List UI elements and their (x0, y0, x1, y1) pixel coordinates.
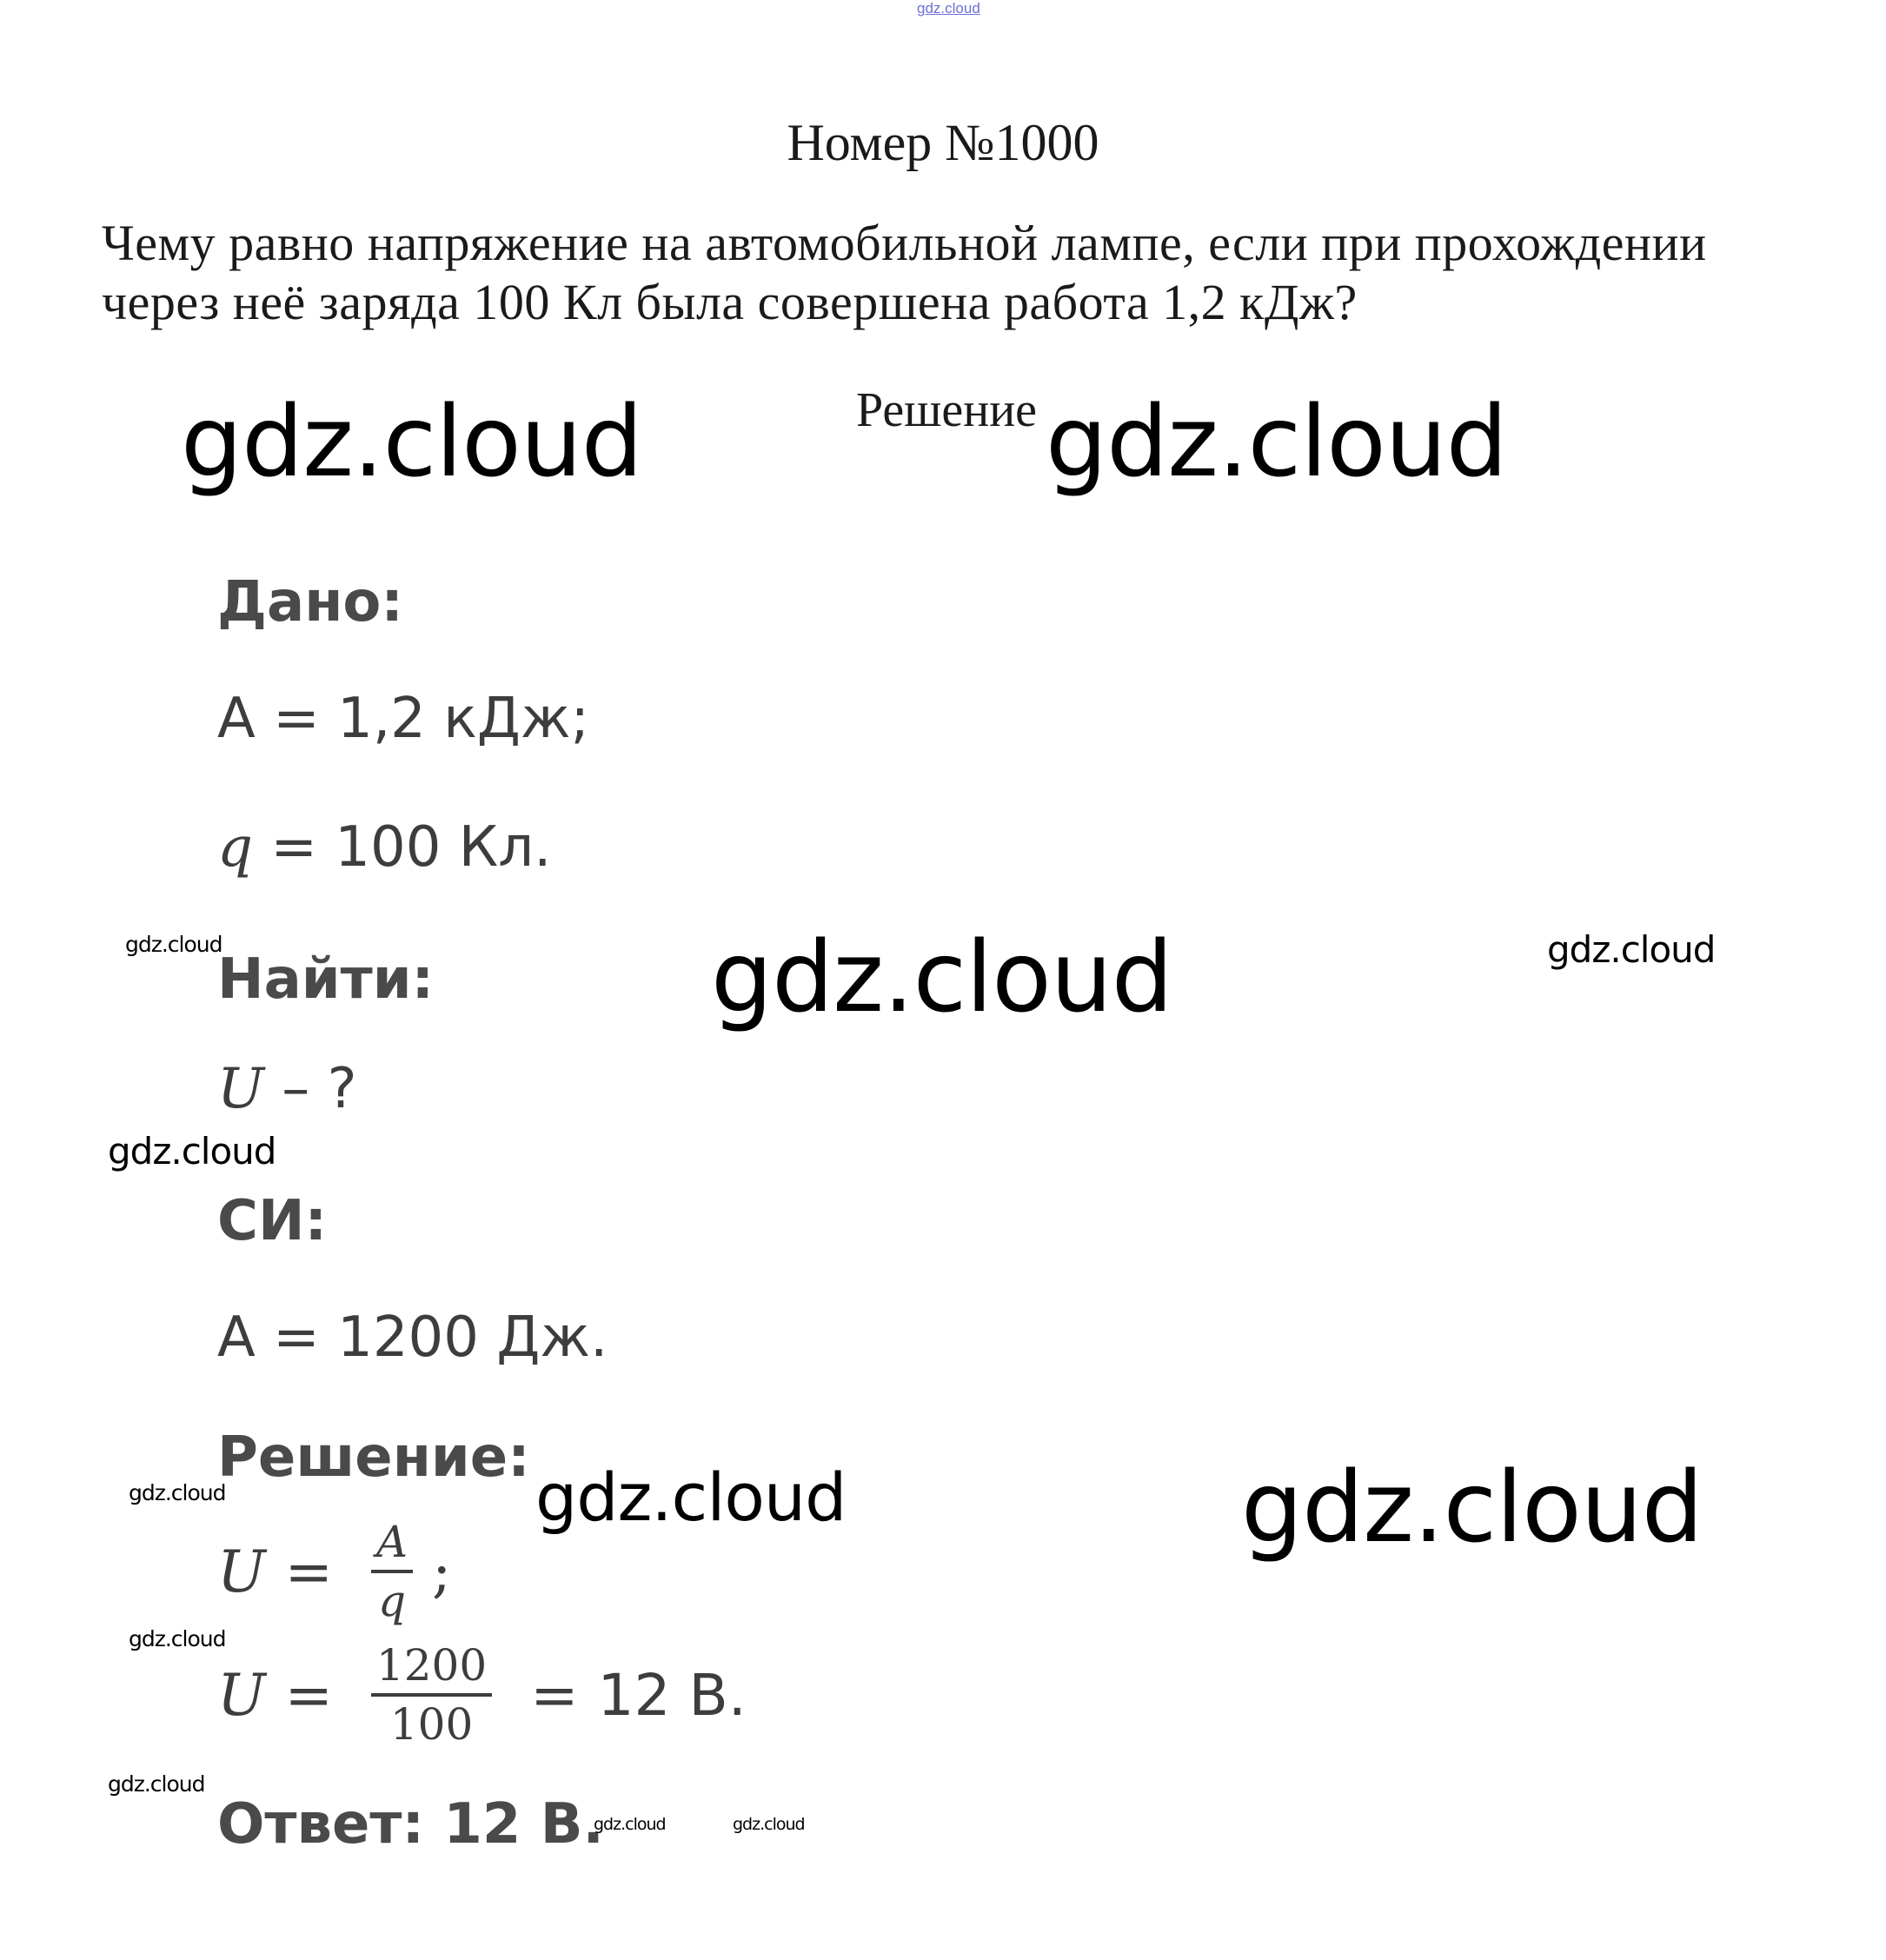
voltage-variable: U (217, 1057, 264, 1121)
solution-heading: Решение (856, 383, 1038, 437)
formula2-equals-2: = (530, 1661, 579, 1729)
task-text-line-1: Чему равно напряжение на автомобильной лампе, если при прохождении (102, 215, 1707, 271)
watermark: gdz.cloud (733, 1815, 805, 1834)
given-charge (217, 815, 551, 880)
watermark: gdz.cloud (1241, 1452, 1703, 1565)
watermark: gdz.cloud (129, 1626, 226, 1651)
formula1-equals: = (284, 1538, 333, 1605)
formula2-result: 12 В. (597, 1661, 747, 1729)
formula1-lhs: U (217, 1538, 266, 1605)
answer: Ответ: 12 В. (217, 1792, 604, 1857)
formula2-fraction (371, 1641, 492, 1749)
solution-label: Решение: (217, 1425, 530, 1490)
formula1-denominator: q (377, 1576, 406, 1626)
watermark: gdz.cloud (125, 932, 222, 957)
fraction-bar (371, 1693, 492, 1697)
page-title: Номер №1000 (787, 114, 1099, 171)
find-question: – ? (263, 1057, 357, 1121)
formula1-numerator: A (375, 1517, 408, 1567)
watermark: gdz.cloud (181, 386, 642, 499)
task-text-line-2: через неё заряда 100 Кл была совершена работа 1,2 кДж? (102, 274, 1358, 330)
given-work: A = 1,2 кДж; (217, 687, 590, 751)
watermark: gdz.cloud (108, 1771, 205, 1797)
watermark: gdz.cloud (711, 921, 1172, 1034)
formula-general (217, 1518, 451, 1625)
find-label: Найти: (217, 947, 435, 1012)
find-quantity (217, 1057, 357, 1121)
formula-numeric (217, 1641, 747, 1749)
watermark: gdz.cloud (594, 1815, 666, 1834)
si-label: СИ: (217, 1189, 328, 1253)
given-label: Дано: (217, 570, 403, 635)
formula1-semicolon: ; (432, 1538, 452, 1605)
watermark: gdz.cloud (1547, 928, 1716, 971)
watermark: gdz.cloud (535, 1458, 847, 1536)
formula2-denominator: 100 (389, 1699, 474, 1750)
watermark: gdz.cloud (1046, 386, 1507, 499)
formula2-equals: = (284, 1661, 333, 1729)
watermark: gdz.cloud (108, 1130, 276, 1173)
formula1-fraction (371, 1518, 413, 1625)
formula2-lhs: U (217, 1661, 266, 1729)
formula2-numerator: 1200 (375, 1640, 488, 1691)
fraction-bar (371, 1570, 413, 1573)
si-work: A = 1200 Дж. (217, 1306, 608, 1370)
charge-value: = 100 Кл. (252, 815, 552, 880)
top-watermark-link[interactable]: gdz.cloud (917, 0, 980, 17)
watermark: gdz.cloud (129, 1480, 226, 1505)
charge-variable: q (217, 815, 253, 880)
